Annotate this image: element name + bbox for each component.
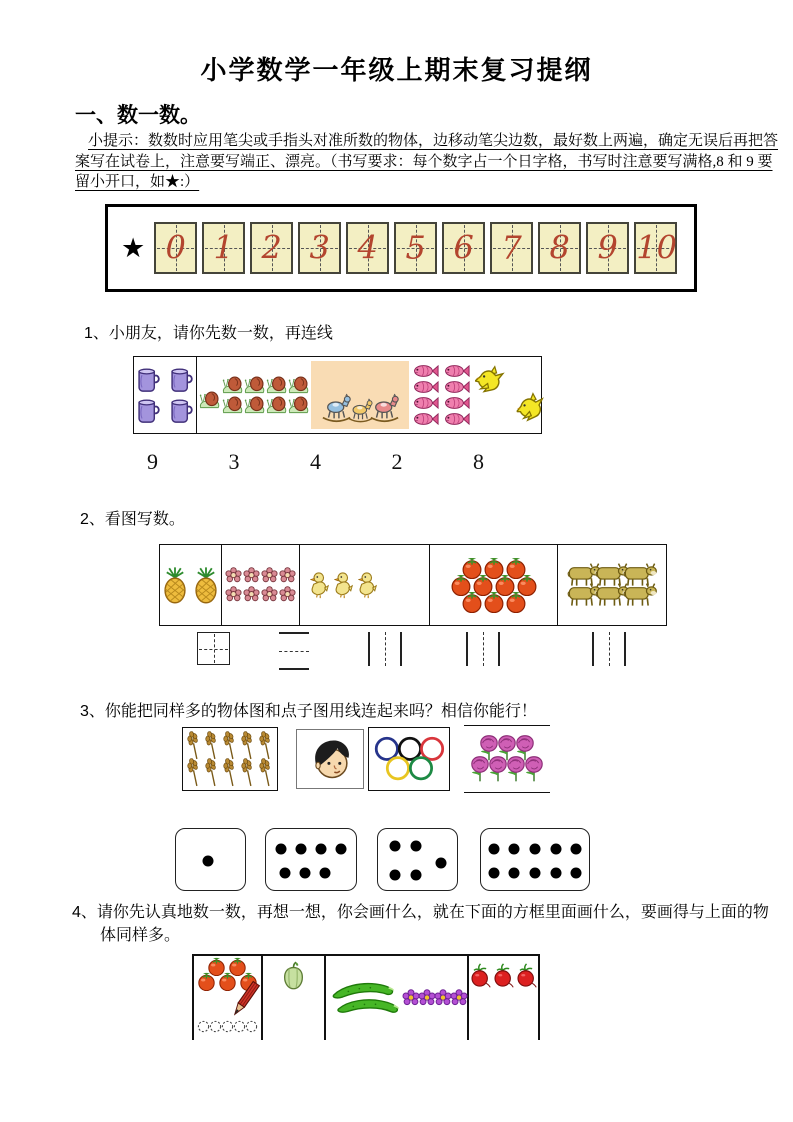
pineapple-icon [192,567,220,604]
fish-icon [444,396,470,410]
snail-icon [243,375,267,395]
snail-icon [265,375,289,395]
snail-lead [198,390,222,410]
answer-grid-hlines [279,632,309,670]
dashed-circle-icon [245,1020,258,1033]
q4-label: 4、请你先认真地数一数，再想一想，你会画什么，就在下面的方框里面画什么，要画得与上面的物体同样多。 [72,904,769,944]
tomato-icon [460,591,484,613]
rose-icon [488,755,508,784]
radish-icon [493,963,514,989]
dot [509,867,520,878]
dot [509,844,520,855]
snail-icon [287,375,311,395]
flower-row [225,567,296,584]
dot [571,844,582,855]
dot [319,867,330,878]
flower-icon [279,567,296,584]
dot [571,867,582,878]
digit-value: 9 [597,228,618,267]
dot [276,844,287,855]
q2-picture-box [159,544,667,626]
digit-value: 3 [309,228,330,267]
cow-icon [622,582,658,608]
dot [390,870,401,881]
roses-box [464,725,550,793]
fish-icon [444,364,470,378]
fish-icon [444,380,470,394]
digit-cell [346,222,389,274]
cucumbers-flowers-cell [326,956,469,1040]
pepper-cell [263,956,326,1040]
q1-items [197,357,559,433]
q2-label: 2、看图写数。 [80,511,185,528]
answer-grid-vlines [592,632,626,666]
cow-row [570,582,654,608]
dot [203,855,214,866]
dot [550,867,561,878]
number-writing-strip [105,204,697,292]
rose-icon [470,755,490,784]
flower-icon [243,586,260,603]
dot [410,841,421,852]
digit-value: 7 [501,228,522,267]
fish-group [413,364,470,426]
tomato-icon [482,591,506,613]
dot [279,867,290,878]
digit-value: 8 [549,228,570,267]
digit-cell [634,222,677,274]
pineapple-icon [161,567,189,604]
digit-value: 10 [636,228,677,267]
q1-label: 1、小朋友，请你先数一数，再连线 [84,325,333,342]
rose-icon [524,755,544,784]
boy-icon [305,737,355,781]
bird-icon [513,388,555,427]
fish-icon [413,412,439,426]
tomato-icon [196,972,217,991]
section-heading: 一、数一数。 [75,103,201,127]
digit-cell [490,222,533,274]
dot-card-5 [377,828,458,891]
duck-icon [334,570,353,600]
rocking-horse-icon [368,392,401,424]
digit-cell [154,222,197,274]
cups-group [134,357,197,433]
wheat-box [182,727,278,791]
cucumber-icon [334,993,401,1019]
flower-icon [225,586,242,603]
boy-face-box [296,729,364,789]
bird-icon [475,364,511,396]
flower-icon [261,586,278,603]
cup-icon [134,396,163,425]
digit-value: 4 [357,228,378,267]
cucumbers-group [330,980,401,1017]
digit-value: 6 [453,228,474,267]
digit-cell [538,222,581,274]
radishes-cell [469,956,540,1040]
snail-icon [221,395,245,415]
dot [299,867,310,878]
fish-icon [413,396,439,410]
digit-value: 1 [213,228,234,267]
dot [390,841,401,852]
flowers-cell [222,545,300,625]
cup-icon [167,365,196,394]
digit-cell [202,222,245,274]
purple-flowers-group [403,989,467,1007]
cup-icon [134,365,163,394]
snail-icon [265,395,289,415]
fish-icon [413,364,439,378]
wheat-row [186,731,274,760]
dot [550,844,561,855]
fish-icon [413,380,439,394]
pepper-icon [282,961,305,990]
flower-icon [279,586,296,603]
rose-icon [506,755,526,784]
dot [488,867,499,878]
snails-group [198,375,310,415]
flower-icon [261,567,278,584]
rocking-horses-group [311,361,409,429]
tip-text: 小提示：数数时应用笔尖或手指头对准所数的物体，边移动笔尖边数，最好数上两遍，确定无误后再把答案写在试卷上，注意要写端正、漂亮。（书写要求：每个数字占一个日字格，书写时注意要写满格,8 和 9 要留小开口，如★:） [75,133,779,190]
duck-icon [358,570,377,600]
snail-row [222,395,310,415]
dot [488,844,499,855]
flower-row [225,586,296,603]
q4-picture-box [192,954,540,1040]
answer-number: 3 [228,449,240,474]
flower-icon [225,567,242,584]
cup-icon [167,396,196,425]
dot [530,844,541,855]
dot [335,844,346,855]
ducks-cell [300,545,430,625]
pencil-marker [238,978,253,1020]
answer-number: 9 [147,449,158,474]
pineapples-cell [160,545,222,625]
cows-cell [558,545,666,625]
wheat-row [186,758,274,787]
snail-icon [243,395,267,415]
digit-cell [586,222,629,274]
q1-picture-box [133,356,542,434]
birds-group [472,359,558,431]
tomato-icon [217,972,238,991]
tomato-row [461,591,527,613]
q1-answer-numbers [147,449,484,475]
purple-flower-icon [450,989,468,1007]
radish-icon [470,963,491,989]
dot-card-10 [480,828,590,891]
dot [530,867,541,878]
answer-grid-square [197,632,230,665]
answer-grid-vlines [368,632,402,666]
dot [315,844,326,855]
digit-cell [298,222,341,274]
olympic-rings-icon [373,735,445,783]
radish-icon [516,963,537,989]
dot [296,844,307,855]
digit-value: 0 [165,228,186,267]
digit-cell [442,222,485,274]
answer-grid-vlines [466,632,500,666]
answer-number: 2 [391,449,403,474]
snail-icon [287,395,311,415]
digit-cell [394,222,437,274]
dot-card-7 [265,828,357,891]
page-title: 小学数学一年级上期末复习提纲 [200,56,593,85]
rose-row [471,755,543,784]
digit-value: 5 [405,228,426,267]
snail-icon [221,375,245,395]
digit-value: 2 [261,228,282,267]
digit-cells [154,222,677,274]
dot [436,857,447,868]
snail-icon [198,390,222,410]
answer-number: 4 [310,449,321,474]
answer-number: 8 [473,449,484,474]
snail-row [222,375,310,395]
olympic-rings-box [368,727,450,791]
tomatoes-cell [430,545,558,625]
dot [410,870,421,881]
duck-icon [310,570,329,600]
digit-cell [250,222,293,274]
flower-icon [243,567,260,584]
q3-label: 3、你能把同样多的物体图和点子图用线连起来吗？相信你能行！ [80,703,537,720]
fish-icon [444,412,470,426]
tomato-icon [504,591,528,613]
dot-card-1 [175,828,246,891]
star-icon: ★ [121,232,146,263]
example-dashed-circles [197,1020,257,1033]
